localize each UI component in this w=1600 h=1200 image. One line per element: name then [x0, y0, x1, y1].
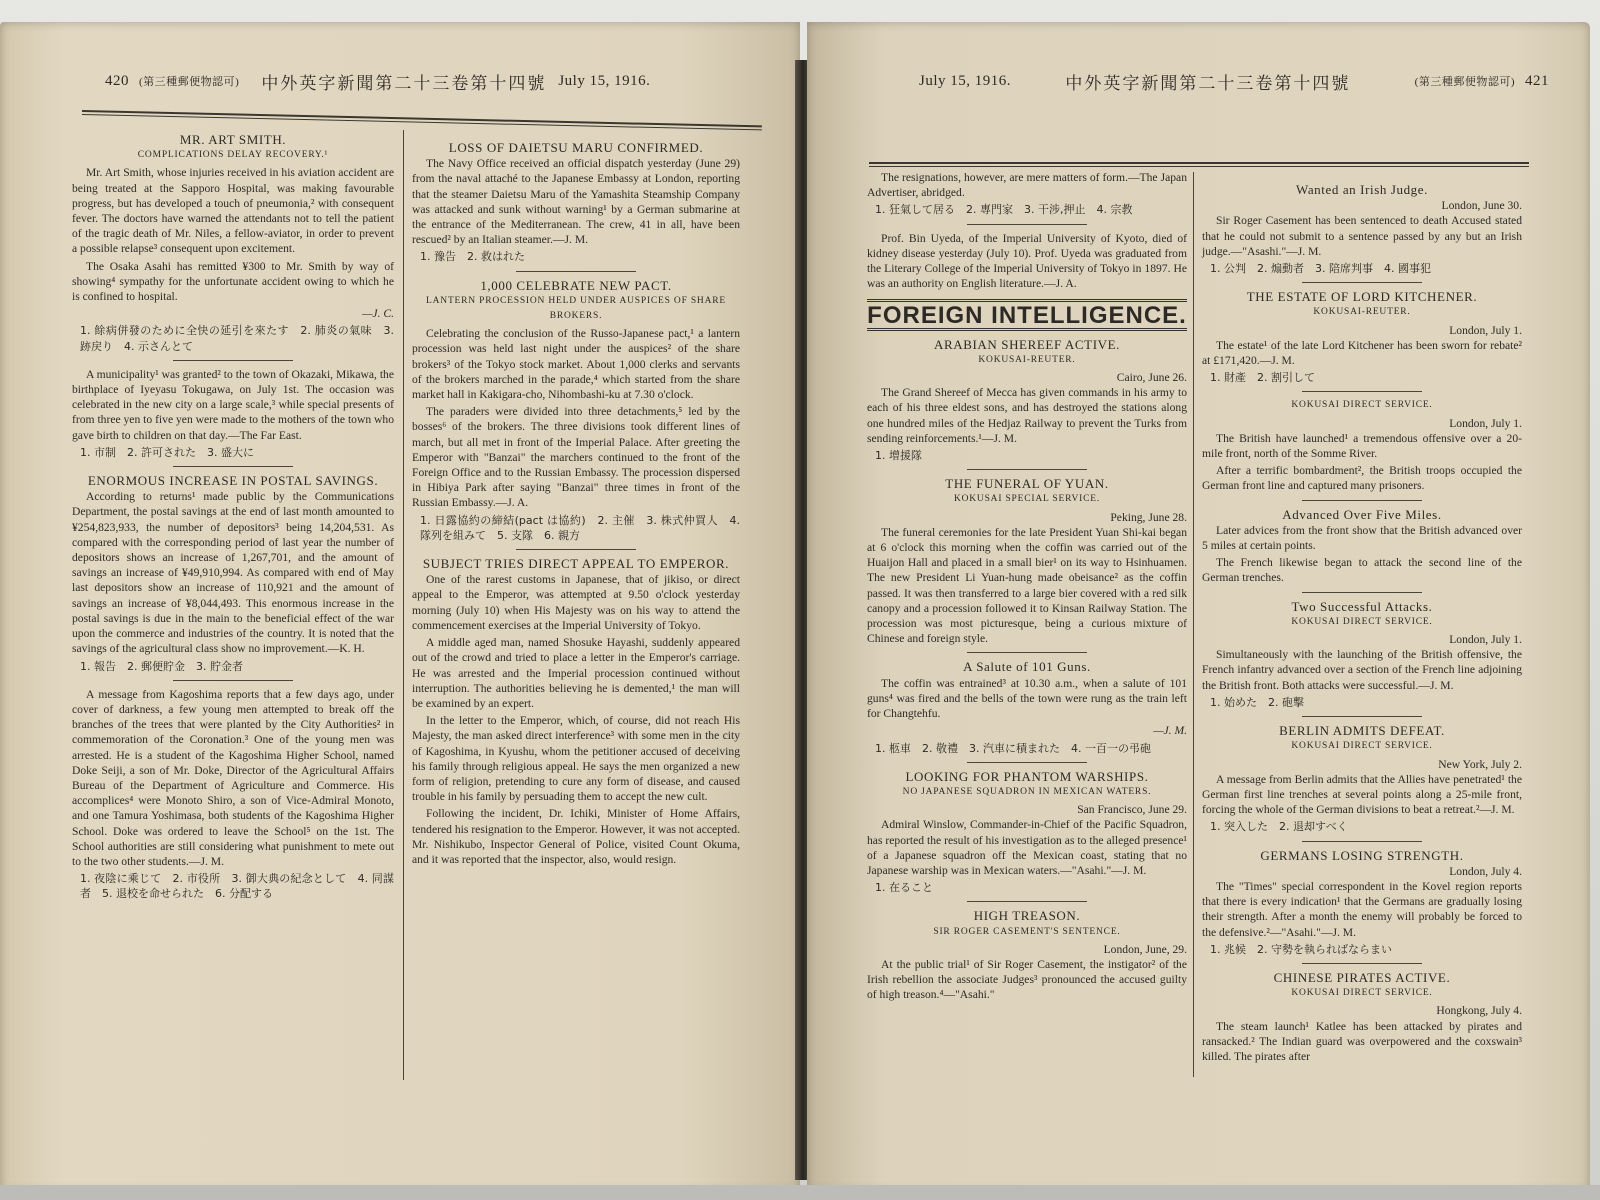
issue-date: July 15, 1916.	[919, 72, 1012, 89]
article-headline: HIGH TREASON.	[973, 908, 1081, 924]
article	[72, 473, 394, 674]
glossary-notes: 1. 柩車 2. 敬禮 3. 汽車に積まれた 4. 一百一の弔砲	[875, 741, 1151, 755]
article	[1202, 398, 1522, 493]
article-signature: —J. M.	[1153, 724, 1187, 738]
article	[72, 367, 394, 460]
article	[72, 132, 394, 354]
article	[867, 231, 1187, 292]
glossary-notes: 1. 公判 2. 煽動者 3. 陪席判事 4. 國事犯	[1210, 262, 1431, 276]
glossary-notes: 1. 在ること	[875, 881, 933, 895]
article-paragraph: The British have launched¹ a tremendous offensive over a 20-mile front, north of the Somme River.	[1202, 431, 1522, 461]
article	[1202, 507, 1522, 586]
article-separator	[1302, 500, 1422, 501]
article-dateline: London, July 4.	[1449, 864, 1522, 878]
article-paragraph: The paraders were divided into three detachments,⁵ led by the bosses⁶ of the brokers. The three divisions took different lines of march, but all met in front of the Imperial Palace. After greeting the Emperor with "Banzai" the marchers continued to the front of the Foreign Office and to the Russian Embassy. The procession dispersed in Hibiya Park after saying "Banzai" three times in front of the Russian Embassy.—J. A.	[412, 405, 740, 510]
left-column-1	[72, 126, 394, 906]
article-subhead: LANTERN PROCESSION HELD UNDER AUSPICES OF SHARE BROKERS.	[426, 295, 726, 322]
right-page-header	[919, 66, 1549, 96]
article-paragraph: According to returns¹ made public by the Communications Department, the postal savings at the end of last month amounted to ¥254,823,933, the number of depositors³ being 14,204,531. As compared with the corresponding period of last year the number of depositors shows an increase of 1,267,701, and the amount of savings an increase of ¥49,910,994. As compared with end of May last depositors show an increase of 110,921 and the amount of savings an increase of ¥8,044,493. This enormous increase in the postal savings is due in the main to the beneficial effect of the war upon the commerce and industries of the country. It is noted that the savings of the agricultural class show no improvement.—K. H.	[72, 490, 394, 656]
article-headline: THE ESTATE OF LORD KITCHENER.	[1246, 289, 1478, 305]
article-paragraph: Mr. Art Smith, whose injuries received in his aviation accident are being treated at the Sapporo Hospital, was making favourable progress, but has developed a touch of pneumonia,² with consequent fever. The doctors have warned the attendants not to tell the patient of the tragic death of Mr. Niles, a fellow-aviator, in order to prevent a possible relapse³ consequent upon excitement.	[72, 166, 394, 256]
section-banner: FOREIGN INTELLIGENCE.	[867, 299, 1187, 330]
article-paragraph: At the public trial¹ of Sir Roger Casement, the instigator² of the Irish rebellion the associate Judges³ pronounced the accused guilty of high treason.⁴—"Asahi."	[867, 957, 1187, 1002]
article-subhead: KOKUSAI DIRECT SERVICE.	[1291, 400, 1433, 411]
article-subhead: KOKUSAI SPECIAL SERVICE.	[953, 494, 1101, 505]
article-dateline: London, July 1.	[1449, 416, 1522, 430]
article	[1202, 970, 1522, 1064]
article-subhead: KOKUSAI DIRECT SERVICE.	[1291, 988, 1433, 999]
article-separator	[967, 469, 1087, 470]
article-separator	[1302, 592, 1422, 593]
article-paragraph: A message from Berlin admits that the Allies have penetrated¹ the German first line trenches at several points along a 25-mile front, forcing the whole of the German divisions to beat a retreat.²—J. M.	[1202, 772, 1522, 817]
article-separator	[967, 224, 1087, 225]
article-subhead: NO JAPANESE SQUADRON IN MEXICAN WATERS.	[902, 786, 1152, 797]
article-dateline: Cairo, June 26.	[1116, 371, 1187, 385]
article-separator	[1302, 282, 1422, 283]
left-page-header	[105, 66, 745, 96]
article-dateline: New York, July 2.	[1438, 757, 1522, 771]
article-paragraph: A message from Kagoshima reports that a few days ago, under cover of darkness, a few young men attempted to break off the branches of the trees that were planted by the City Authorities² in commemoration of the Coronation.³ One of the young men was arrested. He is a student of the Kagoshima Higher School, named Doke Seiji, a son of Mr. Doke, Director of the Agricultural Affairs Bureau of the Department of Agriculture and Commerce. His accomplices⁴ were Monoto Shiro, a son of Vice-Admiral Monoto, and one Tamura Yoshimasa, both students of the Kagoshima Higher School. Doke was ordered to leave the School⁵ on the 1st. The School authorities are still considering what punishment to mete out to the two other students.—J. M.	[72, 687, 394, 868]
article-subhead: KOKUSAI DIRECT SERVICE.	[1291, 741, 1433, 752]
article-separator	[1302, 716, 1422, 717]
glossary-notes: 1. 市制 2. 許可された 3. 盛大に	[80, 445, 254, 459]
article	[412, 556, 740, 867]
article-separator	[173, 360, 293, 361]
page-number: 420	[105, 72, 129, 89]
article-paragraph: Later advices from the front show that the British advanced over 5 miles at certain points.	[1202, 523, 1522, 553]
article-subhead: SIR ROGER CASEMENT'S SENTENCE.	[933, 926, 1121, 937]
article	[867, 908, 1187, 1002]
article-paragraph: The Grand Shereef of Mecca has given commands in his army to each of his three eldest sons, and has destroyed the stations along one hundred miles of the Hedjaz Railway to prevent the Turks from sending reinforcements.¹—J. M.	[867, 386, 1187, 445]
article-dateline: Peking, June 28.	[1110, 510, 1187, 524]
article-paragraph: The resignations, however, are mere matters of form.—The Japan Advertiser, abridged.	[867, 171, 1187, 200]
article-paragraph: The Navy Office received an official dispatch yesterday (June 29) from the naval attaché to the Japanese Embassy at London, reporting that the steamer Daietsu Maru of the Yamashita Steamship Company was attacked and sunk without warning¹ by a German submarine at the entrance of the Mediterranean. The crew, 41 in all, have been rescued² by an Italian steamer.—J. M.	[412, 157, 740, 247]
article-paragraph: The coffin was entrained³ at 10.30 a.m., when a salute of 101 guns⁴ was fired and the bells of the town were rung as the train left for Changtehfu.	[867, 676, 1187, 721]
article-headline: CHINESE PIRATES ACTIVE.	[1273, 969, 1451, 985]
page-number: 421	[1525, 72, 1549, 89]
article-headline: MR. ART SMITH.	[179, 132, 287, 147]
article-separator	[173, 466, 293, 467]
article-dateline: London, June, 29.	[1103, 942, 1187, 956]
postal-registration: (第三種郵便物認可)	[139, 76, 240, 88]
right-page	[807, 22, 1590, 1192]
article-paragraph: The Osaka Asahi has remitted ¥300 to Mr. Smith by way of showing⁴ sympathy for the unfortunate accident owing to which he is confined to hospital.	[72, 259, 394, 304]
article-headline: LOOKING FOR PHANTOM WARSHIPS.	[905, 768, 1149, 784]
article-paragraph: Admiral Winslow, Commander-in-Chief of the Pacific Squadron, has reported the result of his investigation as to the alleged presence¹ of a Japanese squadron off the Mexican coast, stating that no Japanese warship was in Mexican waters.—"Asahi."—J. M.	[867, 818, 1187, 877]
glossary-notes: 1. 增援隊	[875, 449, 922, 463]
article	[867, 659, 1187, 755]
glossary-notes: 1. 豫告 2. 救はれた	[420, 250, 525, 264]
article-separator	[516, 271, 636, 272]
article-subhead: KOKUSAI-REUTER.	[1313, 307, 1411, 318]
article-paragraph: Simultaneously with the launching of the British offensive, the French infantry advanced over a section of the French line adjoining the British front. Both attacks were successful.—J. M.	[1202, 648, 1522, 692]
article-paragraph: A middle aged man, named Shosuke Hayashi, suddenly appeared out of the crowd and tried to place a letter in the Emperor's carriage. He was arrested and the Imperial procession continued without interruption. The authorities believing he is demented,¹ the man will be examined by an expert.	[412, 636, 740, 710]
article-dateline: Hongkong, July 4.	[1436, 1004, 1522, 1018]
article-separator	[967, 901, 1087, 902]
article-headline: THE FUNERAL OF YUAN.	[945, 476, 1109, 492]
newspaper-title: 中外英字新聞第二十三卷第十四號	[261, 73, 547, 93]
article-paragraph: Sir Roger Casement has been sentenced to death Accused stated that he could not submit to a sentence passed by any but an Irish judge.—"Asashi."—J. M.	[1202, 214, 1522, 258]
glossary-notes: 1. 突入した 2. 退却すべく	[1210, 820, 1348, 834]
article	[1202, 289, 1522, 385]
article-dateline: London, July 1.	[1449, 323, 1522, 337]
article-headline: ARABIAN SHEREEF ACTIVE.	[933, 336, 1121, 352]
article-headline: BERLIN ADMITS DEFEAT.	[1279, 723, 1445, 739]
postal-registration: (第三種郵便物認可)	[1414, 75, 1515, 88]
right-column-1	[867, 170, 1187, 1005]
issue-date: July 15, 1916.	[558, 72, 651, 89]
article-headline: GERMANS LOSING STRENGTH.	[1260, 847, 1464, 863]
article	[1202, 599, 1522, 710]
article	[1202, 848, 1522, 957]
glossary-notes: 1. 餘病併發のために全快の延引を來たす 2. 肺炎の氣味 3. 跡戻り 4. 示さんとて	[80, 324, 394, 353]
article-paragraph: After a terrific bombardment², the British troops occupied the German front line and captured many prisoners.	[1202, 464, 1522, 493]
article-subhead: KOKUSAI DIRECT SERVICE.	[1291, 616, 1433, 627]
article-headline: 1,000 CELEBRATE NEW PACT.	[480, 277, 672, 293]
article-paragraph: One of the rarest customs in Japanese, that of jikiso, or direct appeal to the Emperor, was attempted at 9.50 o'clock yesterday morning (July 10) when His Majesty was on his way to attend the commencement exercises at the Imperial University of Tokyo.	[412, 573, 740, 632]
article-paragraph: The steam launch¹ Katlee has been attacked by pirates and ransacked.² The Indian guard was overpowered and the coxswain³ killed. The pirates after	[1202, 1019, 1522, 1063]
glossary-notes: 1. 日露協約の締結(pact は協約) 2. 主催 3. 株式仲買人 4. 隊列を組みて 5. 支隊 6. 親方	[420, 513, 740, 542]
glossary-notes: 1. 財產 2. 割引して	[1210, 371, 1315, 385]
glossary-notes: 1. 狂氣して居る 2. 專門家 3. 干涉,押止 4. 宗教	[875, 203, 1133, 217]
left-column-2	[412, 134, 740, 869]
article	[867, 769, 1187, 896]
article-paragraph: The "Times" special correspondent in the Kovel region reports that there is every indication¹ that the Germans are gradually losing their strength. After a month the enemy will probably be forced to the defensive.²—"Asahi."—J. M.	[1202, 879, 1522, 939]
article-signature: —J. C.	[362, 307, 394, 321]
article-separator	[1302, 391, 1422, 392]
article-dateline: San Francisco, June 29.	[1077, 803, 1187, 817]
article	[412, 140, 740, 265]
article-subhead: KOKUSAI-REUTER.	[978, 354, 1076, 365]
table-surface	[0, 1185, 1600, 1200]
article	[867, 337, 1187, 464]
article	[867, 170, 1187, 218]
article-headline: A Salute of 101 Guns.	[963, 659, 1091, 675]
glossary-notes: 1. 兆候 2. 守勢を執らればならまい	[1210, 942, 1392, 956]
article-paragraph: The French likewise began to attack the second line of the German trenches.	[1202, 556, 1522, 585]
article-separator	[173, 680, 293, 681]
article-separator	[1302, 841, 1422, 842]
right-column-2	[1202, 176, 1522, 1066]
article-headline: Advanced Over Five Miles.	[1282, 506, 1442, 522]
glossary-notes: 1. 報告 2. 郵便貯金 3. 貯金者	[80, 659, 243, 673]
newspaper-title: 中外英字新聞第二十三卷第十四號	[1065, 73, 1351, 93]
article-paragraph: A municipality¹ was granted² to the town of Okazaki, Mikawa, the birthplace of Iyeyasu Tokugawa, on July 1st. The occasion was celebrated in the new city on a large scale,³ while special presents of from three yen to five yen were made to the mothers of the town who gave birth to children on that day.—The Far East.	[72, 367, 394, 442]
article-paragraph: The funeral ceremonies for the late President Yuan Shi-kai began at 6 o'clock this morning when the coffin was carried out of the Huaijon Hall and placed in a small bier¹ on its way to Hsinhuamen. The new President Li Yuan-hung made obeisance² as the coffin passed. It was then transferred to a large bier covered with a red silk canopy and a procession followed it to Kinsan Railway Station. The procession was most picturesque, being a curious mixture of Chinese and foreign style.	[867, 525, 1187, 646]
article-separator	[1302, 963, 1422, 964]
article	[1202, 182, 1522, 276]
left-page	[0, 22, 800, 1192]
article-headline: SUBJECT TRIES DIRECT APPEAL TO EMPEROR.	[422, 556, 730, 572]
article-headline: LOSS OF DAIETSU MARU CONFIRMED.	[448, 140, 704, 155]
column-divider	[403, 130, 404, 1080]
glossary-notes: 1. 夜陰に乘じて 2. 市役所 3. 御大典の紀念として 4. 同謀者 5. 退校を命せられた 6. 分配する	[80, 872, 394, 901]
article-paragraph: The estate¹ of the late Lord Kitchener has been sworn for rebate² at £171,420.—J. M.	[1202, 338, 1522, 368]
article-paragraph: In the letter to the Emperor, which, of course, did not reach His Majesty, the man asked direct interference³ with some men in the city of Kagoshima, in Kyushu, whom the petitioner accused of deceiving his family through religious appeal. He says the men organized a new form of religion, pretending to cure any form of disease, and caused trouble in his family by persuading them to accept the new cult.	[412, 714, 740, 804]
article-subhead: COMPLICATIONS DELAY RECOVERY.¹	[137, 150, 329, 161]
header-rule	[869, 162, 1529, 167]
article	[867, 476, 1187, 646]
article-paragraph: Prof. Bin Uyeda, of the Imperial University of Kyoto, died of kidney disease yesterday (July 10). Prof. Uyeda was graduated from the Literary College of the Imperial University of Tokyo in 1897. He was an authority on English literature.—J. A.	[867, 231, 1187, 291]
article-paragraph: Following the incident, Dr. Ichiki, Minister of Home Affairs, tendered his resignation to the Emperor. However, it was not accepted. Mr. Nishikubo, Inspector General of Police, visited Count Okuma, and it was reported that the inspector, also, would resign.	[412, 807, 740, 866]
article-separator	[967, 762, 1087, 763]
article-dateline: London, June 30.	[1441, 199, 1522, 213]
article-separator	[967, 652, 1087, 653]
article-separator	[516, 549, 636, 550]
article	[72, 687, 394, 902]
article-paragraph: Celebrating the conclusion of the Russo-Japanese pact,¹ a lantern procession was held last night under the auspices² of the share brokers³ of the Tokyo stock market. About 1,000 clerks and servants of the brokers marched in the parade,⁴ which started from the share market hall in Kakigara-cho, Nihombashi-ku at 7.30 o'clock.	[412, 327, 740, 402]
article	[1202, 723, 1522, 834]
article-headline: ENORMOUS INCREASE IN POSTAL SAVINGS.	[87, 473, 379, 489]
article-headline: Wanted an Irish Judge.	[1295, 182, 1428, 197]
article-headline: Two Successful Attacks.	[1291, 598, 1433, 614]
article	[412, 278, 740, 543]
glossary-notes: 1. 始めた 2. 砲擊	[1210, 695, 1304, 709]
article-dateline: London, July 1.	[1449, 633, 1522, 647]
column-divider	[1193, 172, 1194, 1077]
